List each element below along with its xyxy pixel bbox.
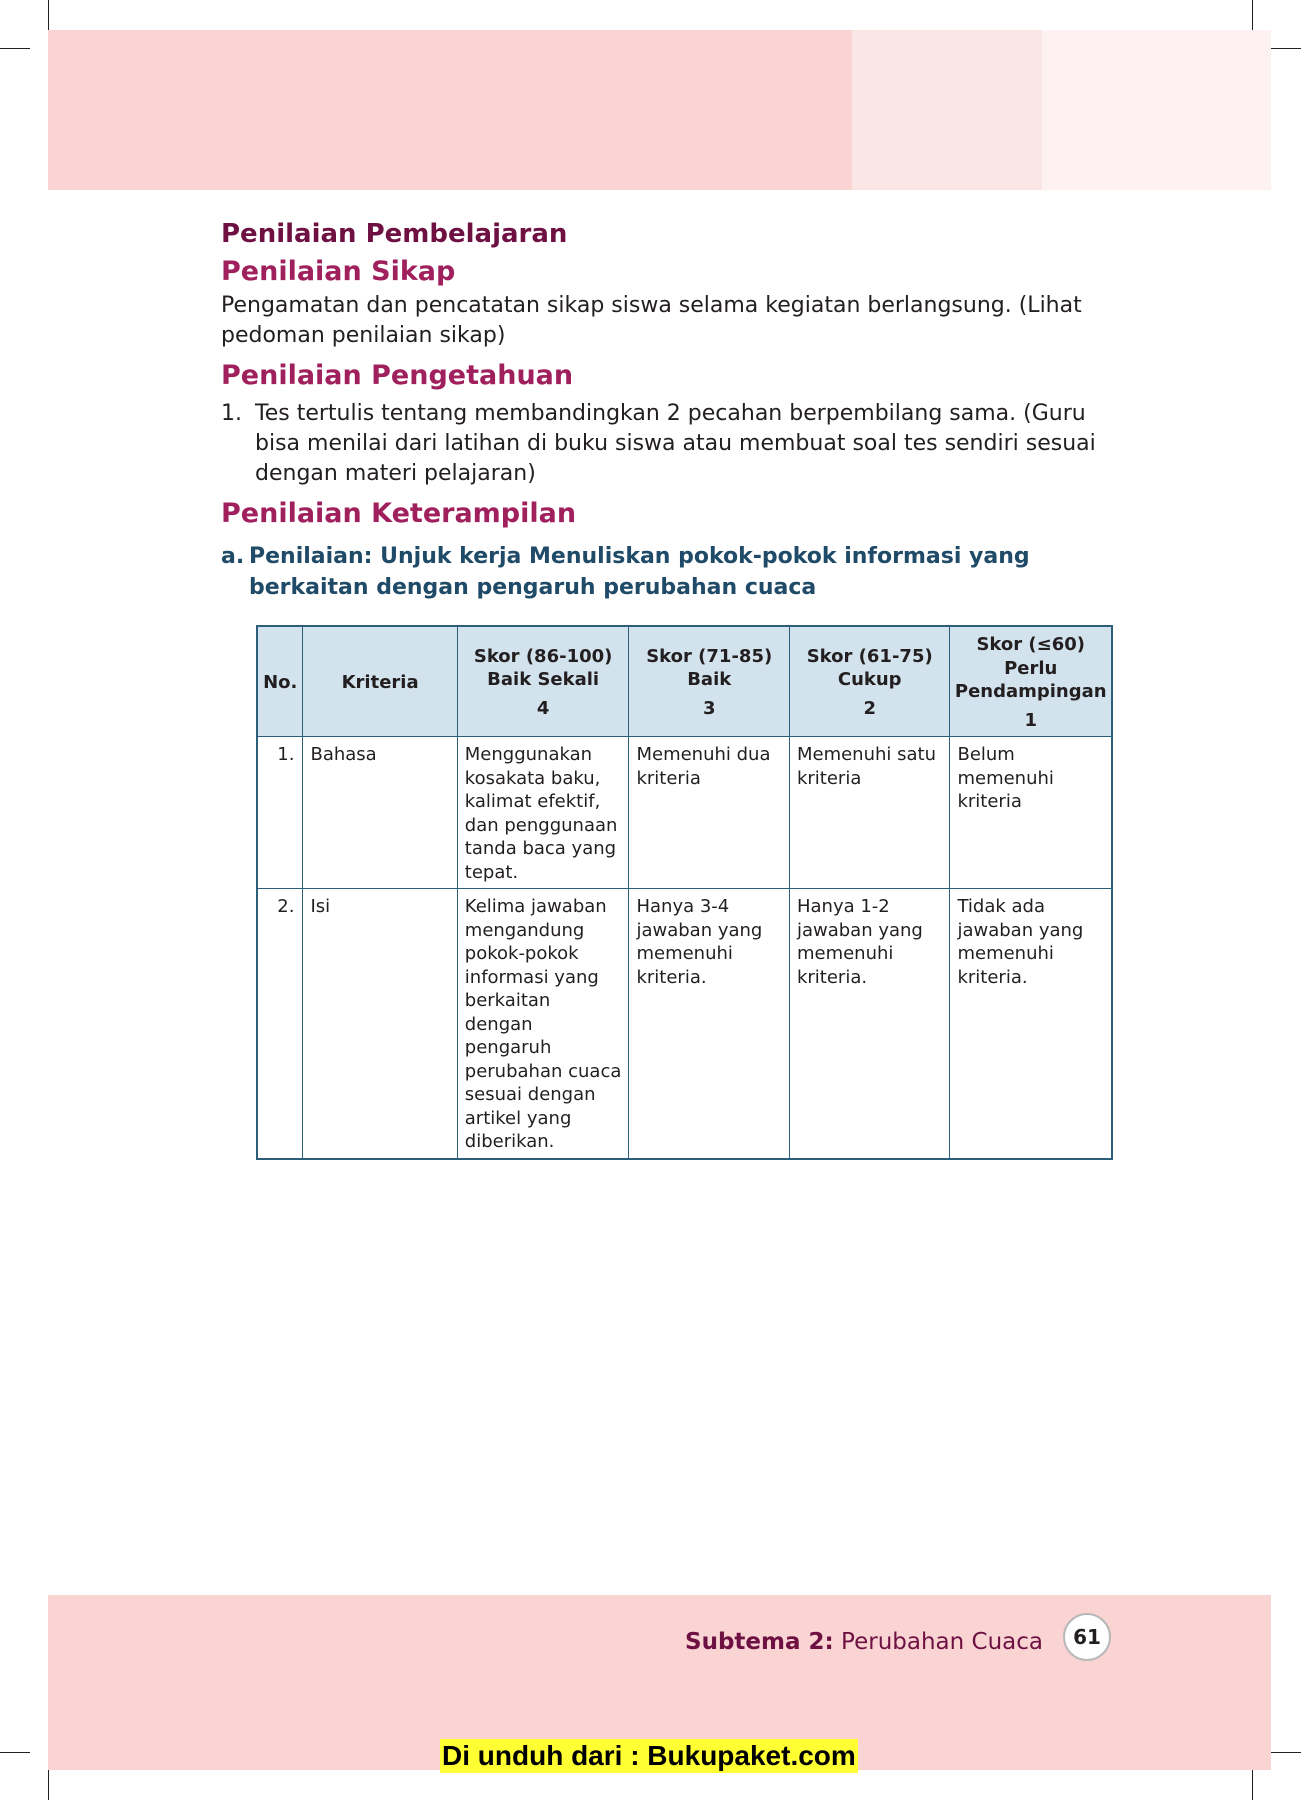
row-cell: Tidak ada jawaban yang memenuhi kriteria. (950, 889, 1112, 1159)
row-cell: Menggunakan kosakata baku, kalimat efektif, dan penggunaan tanda baca yang tepat. (457, 737, 629, 889)
row-kriteria: Isi (303, 889, 457, 1159)
header-score (789, 626, 950, 737)
keterampilan-heading: Penilaian Keterampilan (221, 498, 577, 529)
row-no: 1. (257, 737, 303, 889)
header-kriteria: Kriteria (303, 626, 457, 737)
footer-subtema (685, 1627, 1043, 1657)
row-cell: Kelima jawaban mengandung pokok-pokok informasi yang berkaitan dengan pengaruh perubahan cuaca sesuai dengan artikel yang diberikan. (457, 889, 629, 1159)
header-score (629, 626, 790, 737)
row-kriteria: Bahasa (303, 737, 457, 889)
header-score (457, 626, 629, 737)
header-band-light (852, 30, 1042, 190)
crop-mark (0, 1752, 30, 1753)
sikap-text: Pengamatan dan pencatatan sikap siswa selama kegiatan berlangsung. (Lihat pedoman penilaian sikap) (221, 293, 1082, 348)
item-text: Tes tertulis tentang membandingkan 2 pecahan berpembilang sama. (Guru bisa menilai dari latihan di buku siswa atau membuat soal tes sendiri sesuai dengan materi pelajaran) (255, 401, 1096, 486)
score-label: Skor (86-100) Baik Sekali (473, 645, 613, 691)
crop-mark (1271, 1752, 1301, 1753)
row-cell: Hanya 3-4 jawaban yang memenuhi kriteria. (629, 889, 790, 1159)
score-label: Skor (≤60) Perlu Pendampingan (954, 634, 1107, 702)
header-band-lighter (1042, 30, 1271, 190)
item-text: Penilaian: Unjuk kerja Menuliskan pokok-pokok informasi yang berkaitan dengan pengaruh perubahan cuaca (249, 544, 1030, 600)
assessment-section (221, 215, 1121, 603)
row-cell: Memenuhi dua kriteria (629, 737, 790, 889)
table-row (257, 889, 1112, 1159)
crop-mark (0, 48, 30, 49)
header-no: No. (257, 626, 303, 737)
item-number: 1. (221, 401, 242, 426)
score-value: 1 (1024, 709, 1037, 731)
score-label: Skor (71-85) Baik (646, 645, 773, 691)
crop-mark (48, 0, 49, 30)
subtema-label: Subtema 2: (685, 1629, 834, 1655)
pengetahuan-item (221, 399, 1121, 489)
sikap-heading: Penilaian Sikap (221, 256, 456, 287)
crop-mark (48, 1770, 49, 1800)
score-label: Skor (61-75) Cukup (806, 645, 933, 691)
crop-mark (1252, 1770, 1253, 1800)
crop-mark (1252, 0, 1253, 30)
page-number: 61 (1063, 1613, 1111, 1661)
header-score (950, 626, 1112, 737)
row-cell: Belum memenuhi kriteria (950, 737, 1112, 889)
table-header-row (257, 626, 1112, 737)
row-cell: Memenuhi satu kriteria (789, 737, 950, 889)
download-watermark: Di unduh dari : Bukupaket.com (442, 1740, 856, 1771)
row-cell: Hanya 1-2 jawaban yang memenuhi kriteria. (789, 889, 950, 1159)
keterampilan-item (221, 541, 1121, 603)
score-value: 3 (702, 697, 716, 719)
rubric-table (256, 625, 1113, 1160)
crop-mark (1271, 48, 1301, 49)
score-value: 4 (536, 697, 550, 719)
table-row (257, 737, 1112, 889)
pengetahuan-heading: Penilaian Pengetahuan (221, 360, 574, 391)
row-no: 2. (257, 889, 303, 1159)
subtema-title: Perubahan Cuaca (841, 1629, 1043, 1655)
section-title: Penilaian Pembelajaran (221, 219, 568, 249)
score-value: 2 (863, 697, 876, 719)
item-letter: a. (221, 544, 245, 569)
